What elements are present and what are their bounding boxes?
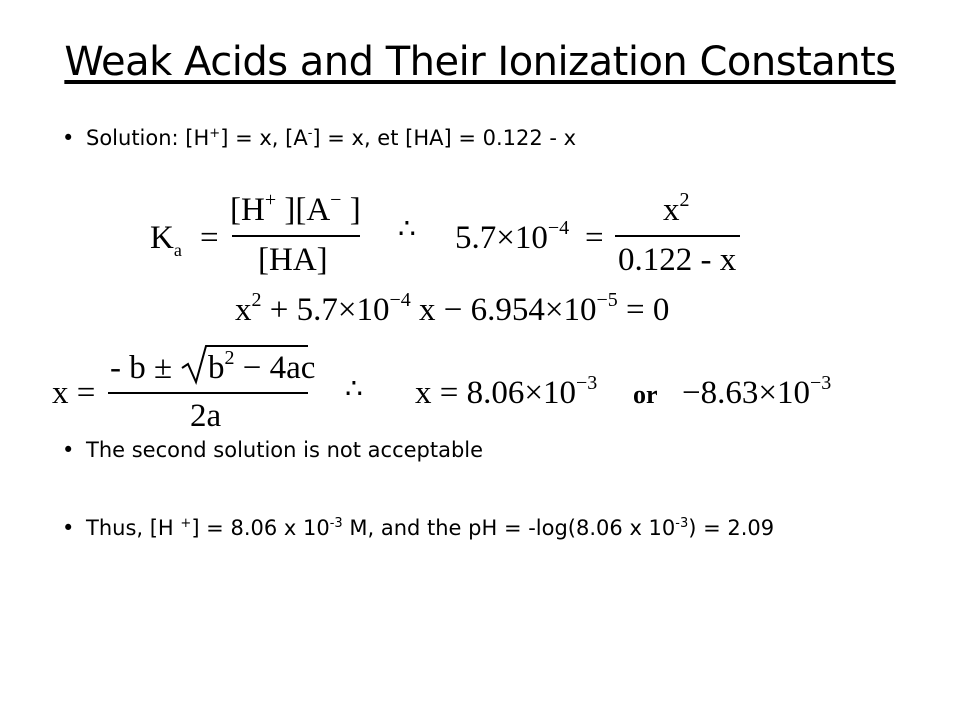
ka-symbol: $K_a$: [150, 220, 182, 260]
ka-denominator: [HA]: [258, 242, 328, 278]
bullet-text: The second solution is not acceptable: [86, 438, 484, 462]
bullet-text: Solution: [H+] = x, [A-] = x, et [HA] = 0.122 - x: [86, 126, 577, 150]
equals-sign-2: =: [585, 220, 604, 256]
x-squared-numerator: $x^2$: [663, 189, 690, 228]
ka-value: $5.7\times 10^{-4}$: [455, 217, 570, 256]
x-denominator: 0.122 - x: [618, 242, 737, 278]
therefore-symbol-2: ∴: [345, 374, 363, 405]
x-equals: x =: [52, 375, 96, 411]
formula-denominator: 2a: [190, 398, 222, 434]
solution-1: $x = 8.06\times 10^{-3}$: [415, 372, 598, 411]
bullet-dot: •: [62, 126, 75, 150]
quadratic-equation: $x^2 + 5.7\times 10^{-4}$ $x - 6.954\times 10^{-5} = 0$: [235, 289, 670, 328]
x-fraction-bar: [615, 235, 740, 237]
bullet-dot: •: [62, 438, 75, 462]
radicand: $b^2 - 4ac$: [208, 347, 316, 386]
bullet-dot: •: [62, 516, 75, 540]
slide-title: Weak Acids and Their Ionization Constants: [64, 39, 896, 85]
formula-fraction-bar: [108, 392, 308, 394]
solution-2: $-8.63\times 10^{-3}$: [682, 372, 832, 411]
equals-sign: =: [200, 220, 219, 256]
ka-numerator: [H+ ][A− ]: [230, 189, 361, 228]
ka-fraction-bar: [232, 235, 360, 237]
therefore-symbol: ∴: [398, 214, 416, 245]
formula-numerator: - b ±: [110, 350, 173, 386]
bullet-text: Thus, [H +] = 8.06 x $10^{-3}$ M, and the pH = -log(8.06 x $10^{-3}) = 2.09$: [86, 516, 775, 540]
or-label: or: [633, 380, 658, 409]
